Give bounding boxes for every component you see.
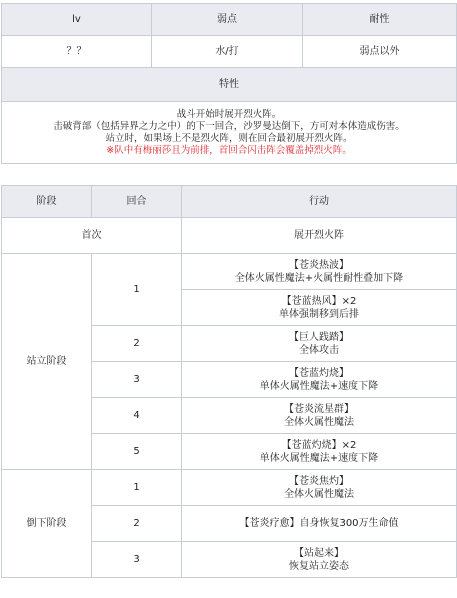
trait-note: ※队中有梅丽莎且为前排，首回合闪击阵会覆盖掉烈火阵。	[106, 144, 352, 156]
boss-info-table	[1, 3, 457, 164]
round-number: 2	[92, 506, 182, 542]
round-number: 1	[92, 470, 182, 506]
first-action: 展开烈火阵	[182, 218, 457, 254]
stage-down: 倒下阶段	[2, 470, 92, 578]
action-desc: 恢复站立姿态	[289, 560, 349, 572]
action-name: 【苍炎疗愈】自身恢复300万生命值	[239, 518, 399, 529]
header-lv: lv	[2, 4, 152, 36]
trait-description	[2, 102, 457, 164]
action-desc: 单体火属性魔法+速度下降	[259, 380, 379, 392]
round-number: 2	[92, 326, 182, 362]
action-name: 【苍炎流星群】	[284, 403, 354, 415]
action-name: 【苍蓝灼烧】	[289, 367, 349, 379]
action-desc: 全体火属性魔法+火属性耐性叠加下降	[234, 272, 404, 284]
action-name: 【巨人践踏】	[289, 331, 349, 343]
action-cell	[182, 470, 457, 506]
action-desc: 全体火属性魔法	[284, 416, 354, 428]
trait-line: 击破背部（包括异界之力之中）的下一回合，沙罗曼达倒下，方可对本体造成伤害。	[53, 120, 405, 132]
action-cell	[182, 326, 457, 362]
trait-line: 站立时，如果场上不是烈火阵，则在回合最初展开烈火阵。	[105, 132, 353, 144]
action-cell	[182, 434, 457, 470]
header-round: 回合	[92, 186, 182, 218]
action-desc: 单体火属性魔法+速度下降	[259, 452, 379, 464]
action-desc: 全体攻击	[299, 344, 339, 356]
action-name: 【苍蓝灼烧】×2	[281, 439, 357, 451]
action-cell	[182, 254, 457, 290]
action-name: 【苍炎热波】	[289, 259, 349, 271]
trait-line: 战斗开始时展开烈火阵。	[176, 108, 282, 120]
action-name: 【站起来】	[294, 547, 344, 559]
action-cell	[182, 290, 457, 326]
action-cell	[182, 542, 457, 578]
value-weakness: 水/打	[152, 36, 303, 68]
action-cell	[182, 506, 457, 542]
trait-header: 特性	[2, 68, 457, 102]
round-number: 3	[92, 542, 182, 578]
value-lv: ？？	[2, 36, 152, 68]
first-label: 首次	[2, 218, 182, 254]
action-name: 【苍蓝热风】×2	[281, 295, 357, 307]
round-number: 1	[92, 254, 182, 326]
round-number: 5	[92, 434, 182, 470]
header-action: 行动	[182, 186, 457, 218]
action-table	[1, 185, 457, 578]
stage-standing: 站立阶段	[2, 254, 92, 470]
header-resistance: 耐性	[303, 4, 457, 36]
round-number: 4	[92, 398, 182, 434]
action-desc: 单体强制移到后排	[279, 308, 359, 320]
value-resistance: 弱点以外	[303, 36, 457, 68]
action-cell	[182, 398, 457, 434]
round-number: 3	[92, 362, 182, 398]
action-cell	[182, 362, 457, 398]
action-desc: 全体火属性魔法	[284, 488, 354, 500]
header-weakness: 弱点	[152, 4, 303, 36]
header-stage: 阶段	[2, 186, 92, 218]
action-name: 【苍炎焦灼】	[289, 475, 349, 487]
